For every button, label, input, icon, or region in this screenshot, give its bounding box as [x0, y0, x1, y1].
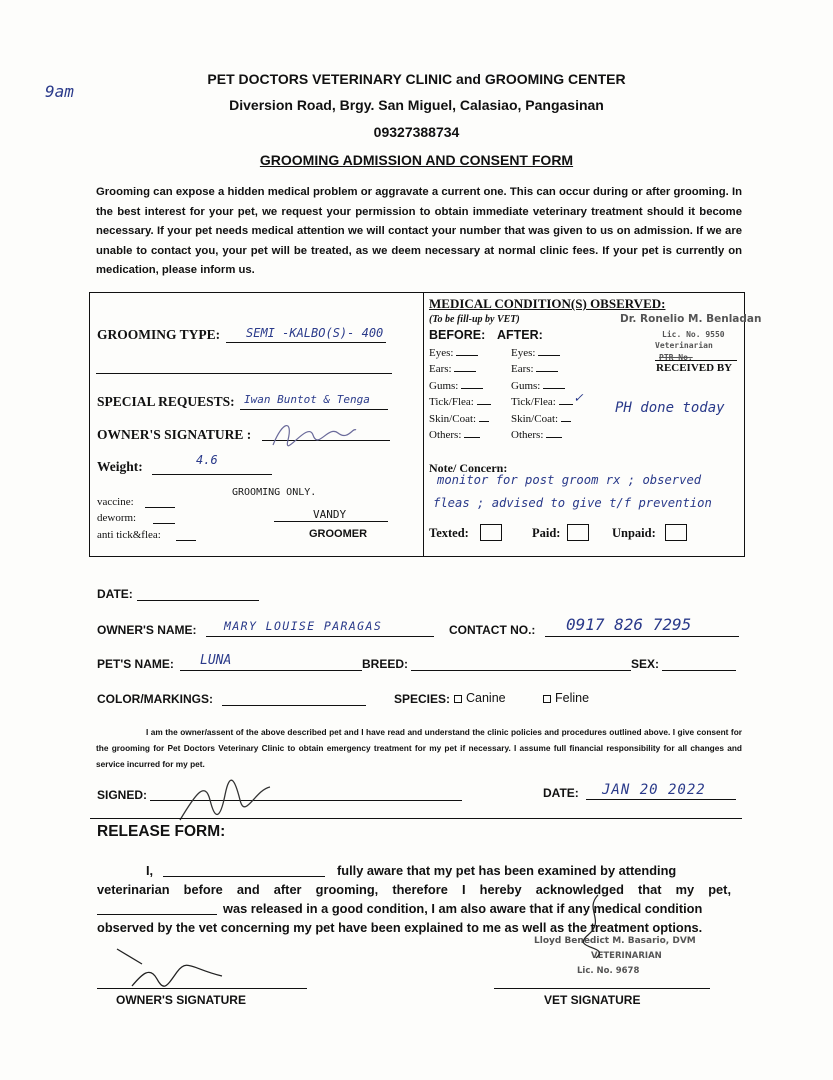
weight-label: Weight:: [97, 459, 143, 474]
owner-name-value[interactable]: MARY LOUISE PARAGAS: [224, 619, 383, 633]
sex-label: SEX:: [631, 657, 660, 671]
consent-text: I am the owner/assent of the above described pet and I have read and understand the clinic policies and procedures outlined above. I give consent for the grooming for Pet Doctors Veterinary Clinic to obtain emergency treatment for my pet if necessary. I assume full financial responsibility for all changes and service incurred for my pet.: [96, 727, 742, 770]
vet-signature-line: [494, 988, 710, 989]
weight-value[interactable]: 4.6: [196, 453, 218, 467]
release-name-line[interactable]: [163, 876, 325, 877]
species-label: SPECIES:: [394, 692, 451, 706]
check-after-gums: Gums:: [511, 379, 541, 392]
consent-date-label: DATE:: [543, 786, 579, 800]
owner-signature-bottom-label: OWNER'S SIGNATURE: [116, 993, 246, 1007]
special-requests-value[interactable]: Iwan Buntot & Tenga: [244, 393, 370, 406]
owner-bottom-signature-mark: [112, 944, 232, 992]
unpaid-label: Unpaid:: [612, 526, 656, 540]
note-concern-label: Note/ Concern:: [429, 461, 508, 475]
received-by-line: [655, 360, 737, 361]
note-line-1[interactable]: monitor for post groom rx ; observed: [437, 473, 702, 487]
release-text-4: observed by the vet concerning my pet have been explained to me as well as the treatment options.: [97, 920, 703, 935]
deworm-line: [153, 523, 175, 524]
species-canine-option[interactable]: [454, 691, 506, 705]
breed-label: BREED:: [362, 657, 409, 671]
release-vet-stamp-license: Lic. No. 9678: [577, 966, 640, 976]
date-line[interactable]: [137, 600, 259, 601]
box-divider: [423, 292, 424, 557]
release-text-1: fully aware that my pet has been examined by attending: [337, 863, 677, 878]
vet-stamp-ptr: PTR No.: [659, 353, 693, 362]
color-markings-line[interactable]: [222, 705, 366, 706]
check-before-gums: Gums:: [429, 379, 459, 392]
grooming-type-line: [226, 342, 386, 343]
check-after-tick-flea: Tick/Flea:: [511, 396, 556, 409]
color-markings-label: COLOR/MARKINGS:: [97, 692, 213, 706]
consent-date-value[interactable]: JAN 20 2022: [602, 782, 706, 798]
tick-flea-after-checkmark: ✓: [574, 390, 583, 406]
note-line-2[interactable]: fleas ; advised to give t/f prevention: [433, 496, 712, 510]
pet-name-line: [180, 670, 362, 671]
contact-line: [545, 636, 739, 637]
after-label: AFTER:: [497, 328, 543, 342]
checks-before-list: [429, 345, 491, 443]
groomer-line: [274, 521, 388, 522]
species-feline-option[interactable]: [543, 691, 589, 705]
grooming-type-label: GROOMING TYPE:: [97, 327, 221, 342]
before-label: BEFORE:: [429, 328, 486, 342]
release-vet-stamp-role: VETERINARIAN: [591, 951, 662, 961]
checks-after-list: [511, 345, 573, 443]
vaccine-label: vaccine:: [97, 496, 134, 508]
owner-signature-bottom-line: [97, 988, 307, 989]
check-after-others: Others:: [511, 429, 544, 442]
clinic-name: PET DOCTORS VETERINARY CLINIC and GROOMING CENTER: [207, 71, 626, 87]
check-after-ears: Ears:: [511, 363, 534, 376]
vet-stamp-name: Dr. Ronelio M. Benladan: [620, 313, 762, 325]
vet-stamp-license: Lic. No. 9550: [662, 330, 725, 339]
paid-label: Paid:: [532, 526, 561, 540]
groomer-label: GROOMER: [309, 528, 368, 540]
check-after-skin-coat: Skin/Coat:: [511, 412, 559, 425]
contact-label: CONTACT NO.:: [449, 623, 536, 637]
signed-label: SIGNED:: [97, 788, 148, 802]
signed-signature-mark: [175, 775, 275, 830]
release-text-2: veterinarian before and after grooming, therefore I hereby acknowledged that my pet,: [97, 882, 731, 897]
release-pet-line[interactable]: [97, 914, 217, 915]
grooming-note: GROOMING ONLY.: [232, 487, 317, 498]
check-after-eyes: Eyes:: [511, 347, 536, 359]
check-before-tick-flea: Tick/Flea:: [429, 396, 474, 409]
check-before-eyes: Eyes:: [429, 347, 454, 359]
date-label: DATE:: [97, 587, 133, 601]
ph-done-note: PH done today: [615, 400, 725, 416]
grooming-type-value[interactable]: SEMI -KALBO(S)- 400: [246, 326, 384, 340]
received-by-label: RECEIVED BY: [656, 362, 733, 374]
paid-checkbox[interactable]: [567, 524, 589, 541]
check-before-others: Others:: [429, 429, 462, 442]
texted-label: Texted:: [429, 526, 469, 540]
clinic-phone: 09327388734: [373, 124, 460, 140]
pet-name-value[interactable]: LUNA: [200, 653, 232, 668]
special-requests-label: SPECIAL REQUESTS:: [97, 394, 235, 409]
anti-tick-line: [176, 540, 196, 541]
clinic-address: Diversion Road, Brgy. San Miguel, Calasiao, Pangasinan: [229, 97, 604, 113]
check-before-ears: Ears:: [429, 363, 452, 376]
weight-line: [152, 474, 272, 475]
owner-signature-label: OWNER'S SIGNATURE :: [97, 427, 252, 442]
vet-signature-mark: [576, 890, 622, 960]
intro-paragraph: Grooming can expose a hidden medical problem or aggravate a current one. This can occur during or after grooming. In the best interest for your pet, we request your permission to obtain immediate veterinary treatment should it become necessary. If your pet needs medical attention we will contact your number that was given to us on admission. If we are unable to contact you, your pet will be treated, as we deem necessary at normal clinic fees. If your pet is currently on medication, please inform us.: [96, 186, 742, 277]
margin-note: 9am: [45, 82, 74, 101]
special-requests-line: [240, 409, 388, 410]
canine-checkbox[interactable]: [454, 695, 462, 703]
vaccine-line: [145, 507, 175, 508]
owner-signature-mark: [268, 415, 358, 451]
groomer-name: VANDY: [313, 508, 347, 521]
form-title: GROOMING ADMISSION AND CONSENT FORM: [259, 152, 574, 168]
contact-value[interactable]: 0917 826 7295: [566, 615, 692, 634]
vet-signature-label: VET SIGNATURE: [544, 993, 641, 1007]
owner-name-label: OWNER'S NAME:: [97, 623, 197, 637]
check-before-skin-coat: Skin/Coat:: [429, 412, 477, 425]
sex-line[interactable]: [662, 670, 736, 671]
owner-name-line: [206, 636, 434, 637]
unpaid-checkbox[interactable]: [665, 524, 687, 541]
medical-condition-subtitle: (To be fill-up by VET): [429, 314, 520, 325]
pet-name-label: PET'S NAME:: [97, 657, 174, 671]
feline-checkbox[interactable]: [543, 695, 551, 703]
species-canine-label: Canine: [466, 691, 506, 705]
vet-stamp-role: Veterinarian: [655, 341, 713, 350]
breed-line[interactable]: [411, 670, 631, 671]
texted-checkbox[interactable]: [480, 524, 502, 541]
release-vet-stamp-name: Lloyd Benedict M. Basario, DVM: [534, 936, 696, 946]
release-text-3: was released in a good condition, I am also aware that if any medical condition: [223, 901, 703, 916]
anti-tick-label: anti tick&flea:: [97, 529, 161, 541]
species-feline-label: Feline: [555, 691, 590, 705]
grooming-type-line-2: [96, 373, 392, 374]
consent-date-line: [586, 799, 736, 800]
release-top-line: [90, 818, 742, 819]
medical-condition-title: MEDICAL CONDITION(S) OBSERVED:: [429, 296, 666, 311]
release-form-title: RELEASE FORM:: [97, 823, 226, 840]
deworm-label: deworm:: [97, 512, 137, 524]
release-i-label: I,: [146, 863, 154, 878]
